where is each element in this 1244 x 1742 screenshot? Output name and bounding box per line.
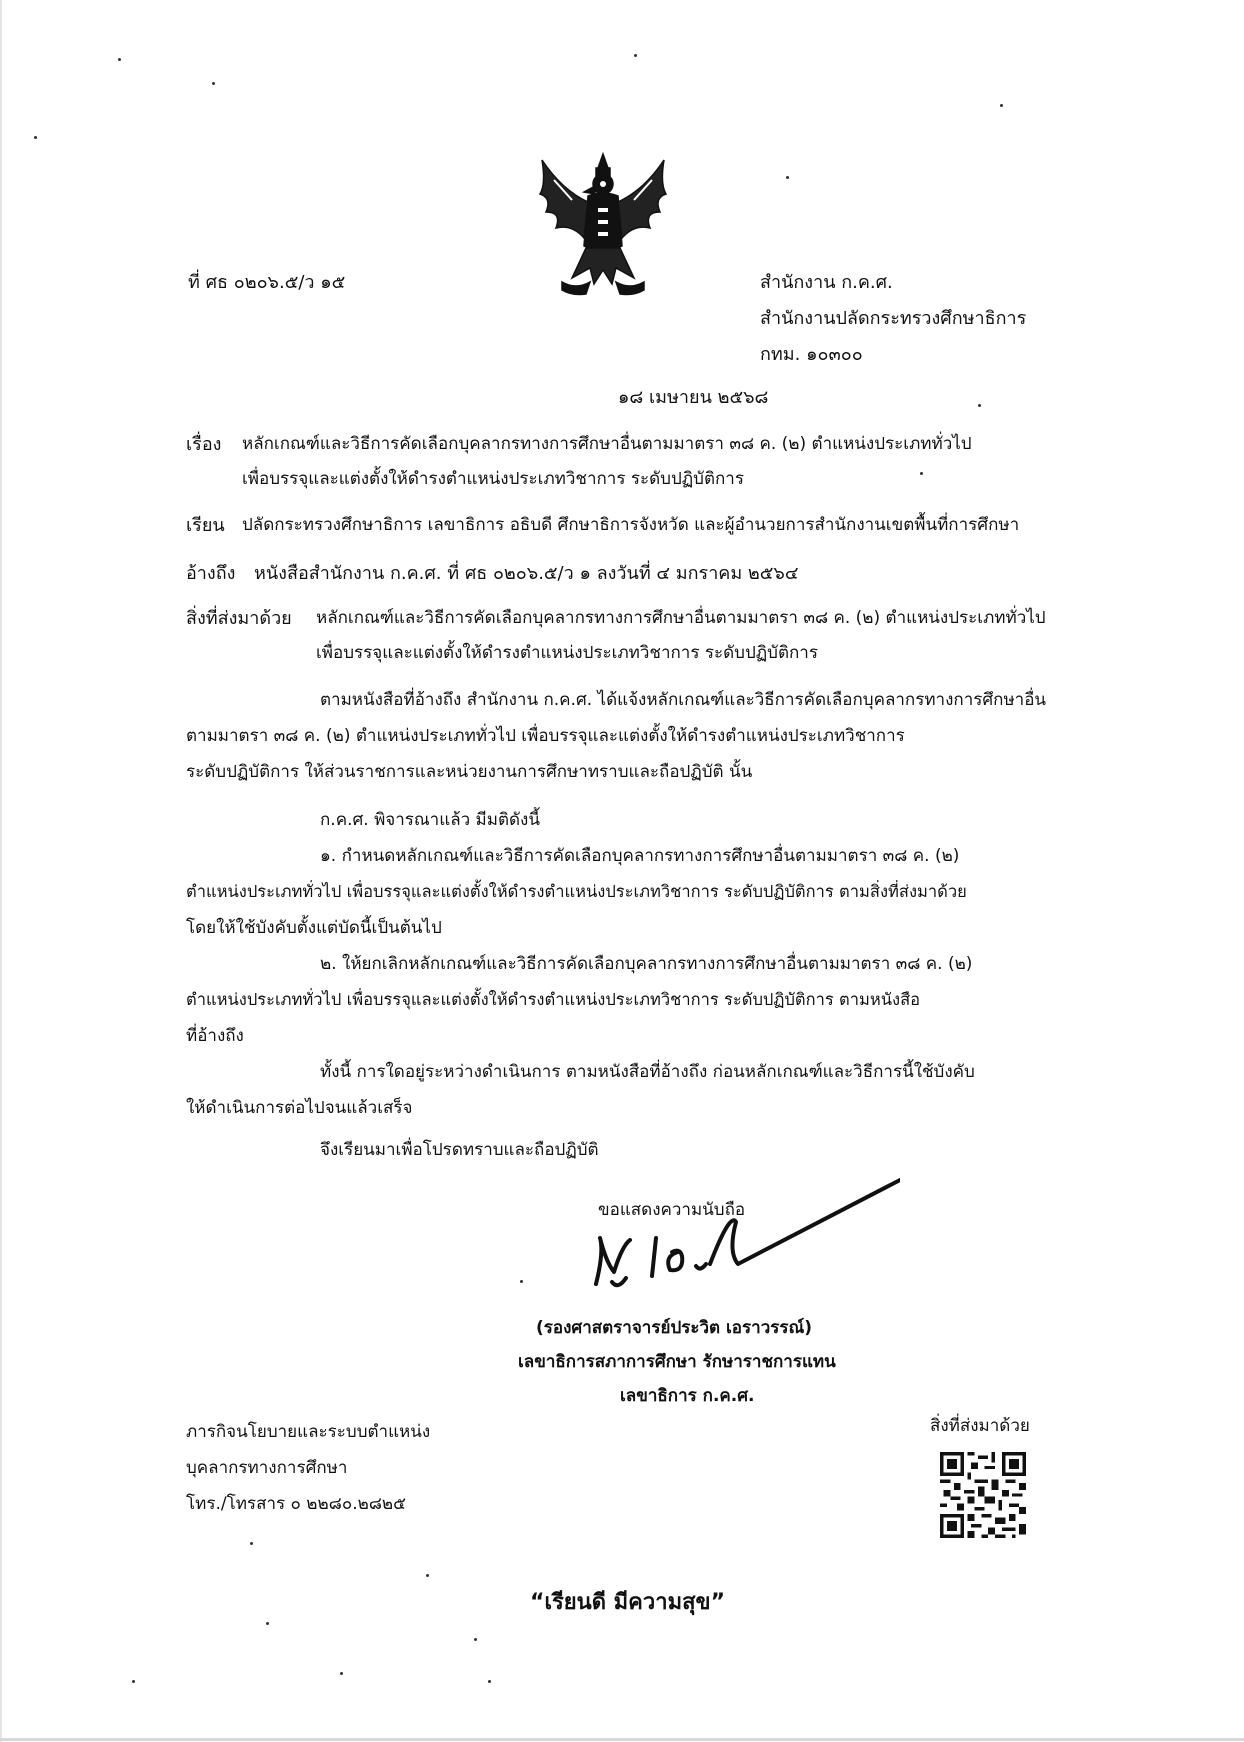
scan-speck	[132, 1680, 135, 1683]
motto: “เรียนดี มีความสุข”	[530, 1590, 726, 1615]
signatory-title-1: เลขาธิการสภาการศึกษา รักษาราชการแทน	[518, 1352, 836, 1372]
scan-speck	[1000, 104, 1003, 107]
scan-speck	[488, 1680, 491, 1683]
enclosure-line-2: เพื่อบรรจุและแต่งตั้งให้ดำรงตำแหน่งประเภทวิชาการ ระดับปฏิบัติการ	[316, 643, 818, 663]
garuda-emblem-icon	[532, 150, 674, 300]
scan-speck	[520, 1280, 523, 1283]
scan-left-edge	[0, 0, 2, 1742]
qr-code-icon[interactable]	[940, 1452, 1026, 1538]
reference-label: อ้างถึง	[186, 563, 236, 584]
reference-text: หนังสือสำนักงาน ก.ค.ศ. ที่ ศธ ๐๒๐๖.๕/ว ๑ ลงวันที่ ๔ มกราคม ๒๕๖๔	[254, 563, 799, 584]
body-p3-line-2: ให้ดำเนินการต่อไปจนแล้วเสร็จ	[186, 1098, 413, 1118]
scan-speck	[634, 54, 637, 57]
recipient-label: เรียน	[186, 515, 225, 536]
office-line-1: สำนักงาน ก.ค.ศ.	[760, 272, 893, 293]
item-2-line-2: ตำแหน่งประเภททั่วไป เพื่อบรรจุและแต่งตั้งให้ดำรงตำแหน่งประเภทวิชาการ ระดับปฏิบัติการ ตามหนังสือ	[186, 990, 921, 1009]
body-p1-line-3: ระดับปฏิบัติการ ให้ส่วนราชการและหน่วยงานการศึกษาทราบและถือปฏิบัติ นั้น	[186, 762, 753, 782]
scan-speck	[786, 176, 789, 179]
item-1-line-2: ตำแหน่งประเภททั่วไป เพื่อบรรจุและแต่งตั้งให้ดำรงตำแหน่งประเภทวิชาการ ระดับปฏิบัติการ ตามสิ่งที่ส่งมาด้วย	[186, 882, 967, 901]
reference-number: ที่ ศธ ๐๒๐๖.๕/ว ๑๕	[188, 272, 346, 293]
enclosure-label: สิ่งที่ส่งมาด้วย	[186, 608, 292, 629]
scan-speck	[212, 82, 215, 85]
item-2-line-1: ๒. ให้ยกเลิกหลักเกณฑ์และวิธีการคัดเลือกบุคลากรทางการศึกษาอื่นตามมาตรา ๓๘ ค. (๒)	[320, 954, 973, 974]
item-1-line-3: โดยให้ใช้บังคับตั้งแต่บัดนี้เป็นต้นไป	[186, 918, 442, 938]
body-p1-line-2: ตามมาตรา ๓๘ ค. (๒) ตำแหน่งประเภททั่วไป เพื่อบรรจุและแต่งตั้งให้ดำรงตำแหน่งประเภทวิชาการ	[186, 726, 905, 746]
scan-speck	[118, 58, 121, 61]
office-postcode: กทม. ๑๐๓๐๐	[760, 344, 863, 365]
enclosure-line-1: หลักเกณฑ์และวิธีการคัดเลือกบุคลากรทางการศึกษาอื่นตามมาตรา ๓๘ ค. (๒) ตำแหน่งประเภททั่วไป	[316, 608, 1046, 628]
scan-bottom-edge	[0, 1738, 1244, 1741]
signatory-title-2: เลขาธิการ ก.ค.ศ.	[620, 1386, 755, 1406]
salutation: ขอแสดงความนับถือ	[598, 1200, 746, 1220]
item-1-line-1: ๑. กำหนดหลักเกณฑ์และวิธีการคัดเลือกบุคลากรทางการศึกษาอื่นตามมาตรา ๓๘ ค. (๒)	[320, 846, 960, 866]
scan-speck	[34, 136, 37, 139]
recipient-text: ปลัดกระทรวงศึกษาธิการ เลขาธิการ อธิบดี ศึกษาธิการจังหวัด และผู้อำนวยการสำนักงานเขตพื้นที่การศึกษา	[242, 515, 1020, 535]
qr-caption: สิ่งที่ส่งมาด้วย	[930, 1416, 1030, 1436]
scan-speck	[920, 472, 923, 475]
scan-speck	[474, 1638, 477, 1641]
item-2-line-3: ที่อ้างถึง	[186, 1026, 244, 1046]
scan-speck	[250, 1542, 253, 1545]
subject-label: เรื่อง	[186, 434, 222, 455]
scan-speck	[426, 1574, 429, 1577]
scan-speck	[340, 1672, 343, 1675]
contact-phone: โทร./โทรสาร ๐ ๒๒๘๐.๒๘๒๕	[186, 1494, 407, 1514]
scan-speck	[978, 404, 981, 407]
handwritten-signature-icon	[560, 1172, 900, 1312]
letter-date: ๑๘ เมษายน ๒๕๖๘	[618, 387, 769, 408]
scan-speck	[266, 1622, 269, 1625]
body-p3-line-1: ทั้งนี้ การใดอยู่ระหว่างดำเนินการ ตามหนังสือที่อ้างถึง ก่อนหลักเกณฑ์และวิธีการนี้ใช้บังคับ	[320, 1062, 975, 1082]
body-p1-line-1: ตามหนังสือที่อ้างถึง สำนักงาน ก.ค.ศ. ได้แจ้งหลักเกณฑ์และวิธีการคัดเลือกบุคลากรทางการศึกษาอื่น	[320, 690, 1047, 710]
department-line-2: บุคลากรทางการศึกษา	[186, 1458, 348, 1478]
signatory-name: (รองศาสตราจารย์ประวิต เอราวรรณ์)	[536, 1318, 813, 1338]
closing-request: จึงเรียนมาเพื่อโปรดทราบและถือปฏิบัติ	[320, 1140, 599, 1160]
body-p2: ก.ค.ศ. พิจารณาแล้ว มีมติดังนี้	[320, 810, 540, 830]
office-line-2: สำนักงานปลัดกระทรวงศึกษาธิการ	[760, 308, 1027, 329]
subject-line-1: หลักเกณฑ์และวิธีการคัดเลือกบุคลากรทางการศึกษาอื่นตามมาตรา ๓๘ ค. (๒) ตำแหน่งประเภททั่วไป	[242, 434, 972, 454]
subject-line-2: เพื่อบรรจุและแต่งตั้งให้ดำรงตำแหน่งประเภทวิชาการ ระดับปฏิบัติการ	[242, 469, 744, 489]
department-line-1: ภารกิจนโยบายและระบบตำแหน่ง	[186, 1422, 431, 1442]
